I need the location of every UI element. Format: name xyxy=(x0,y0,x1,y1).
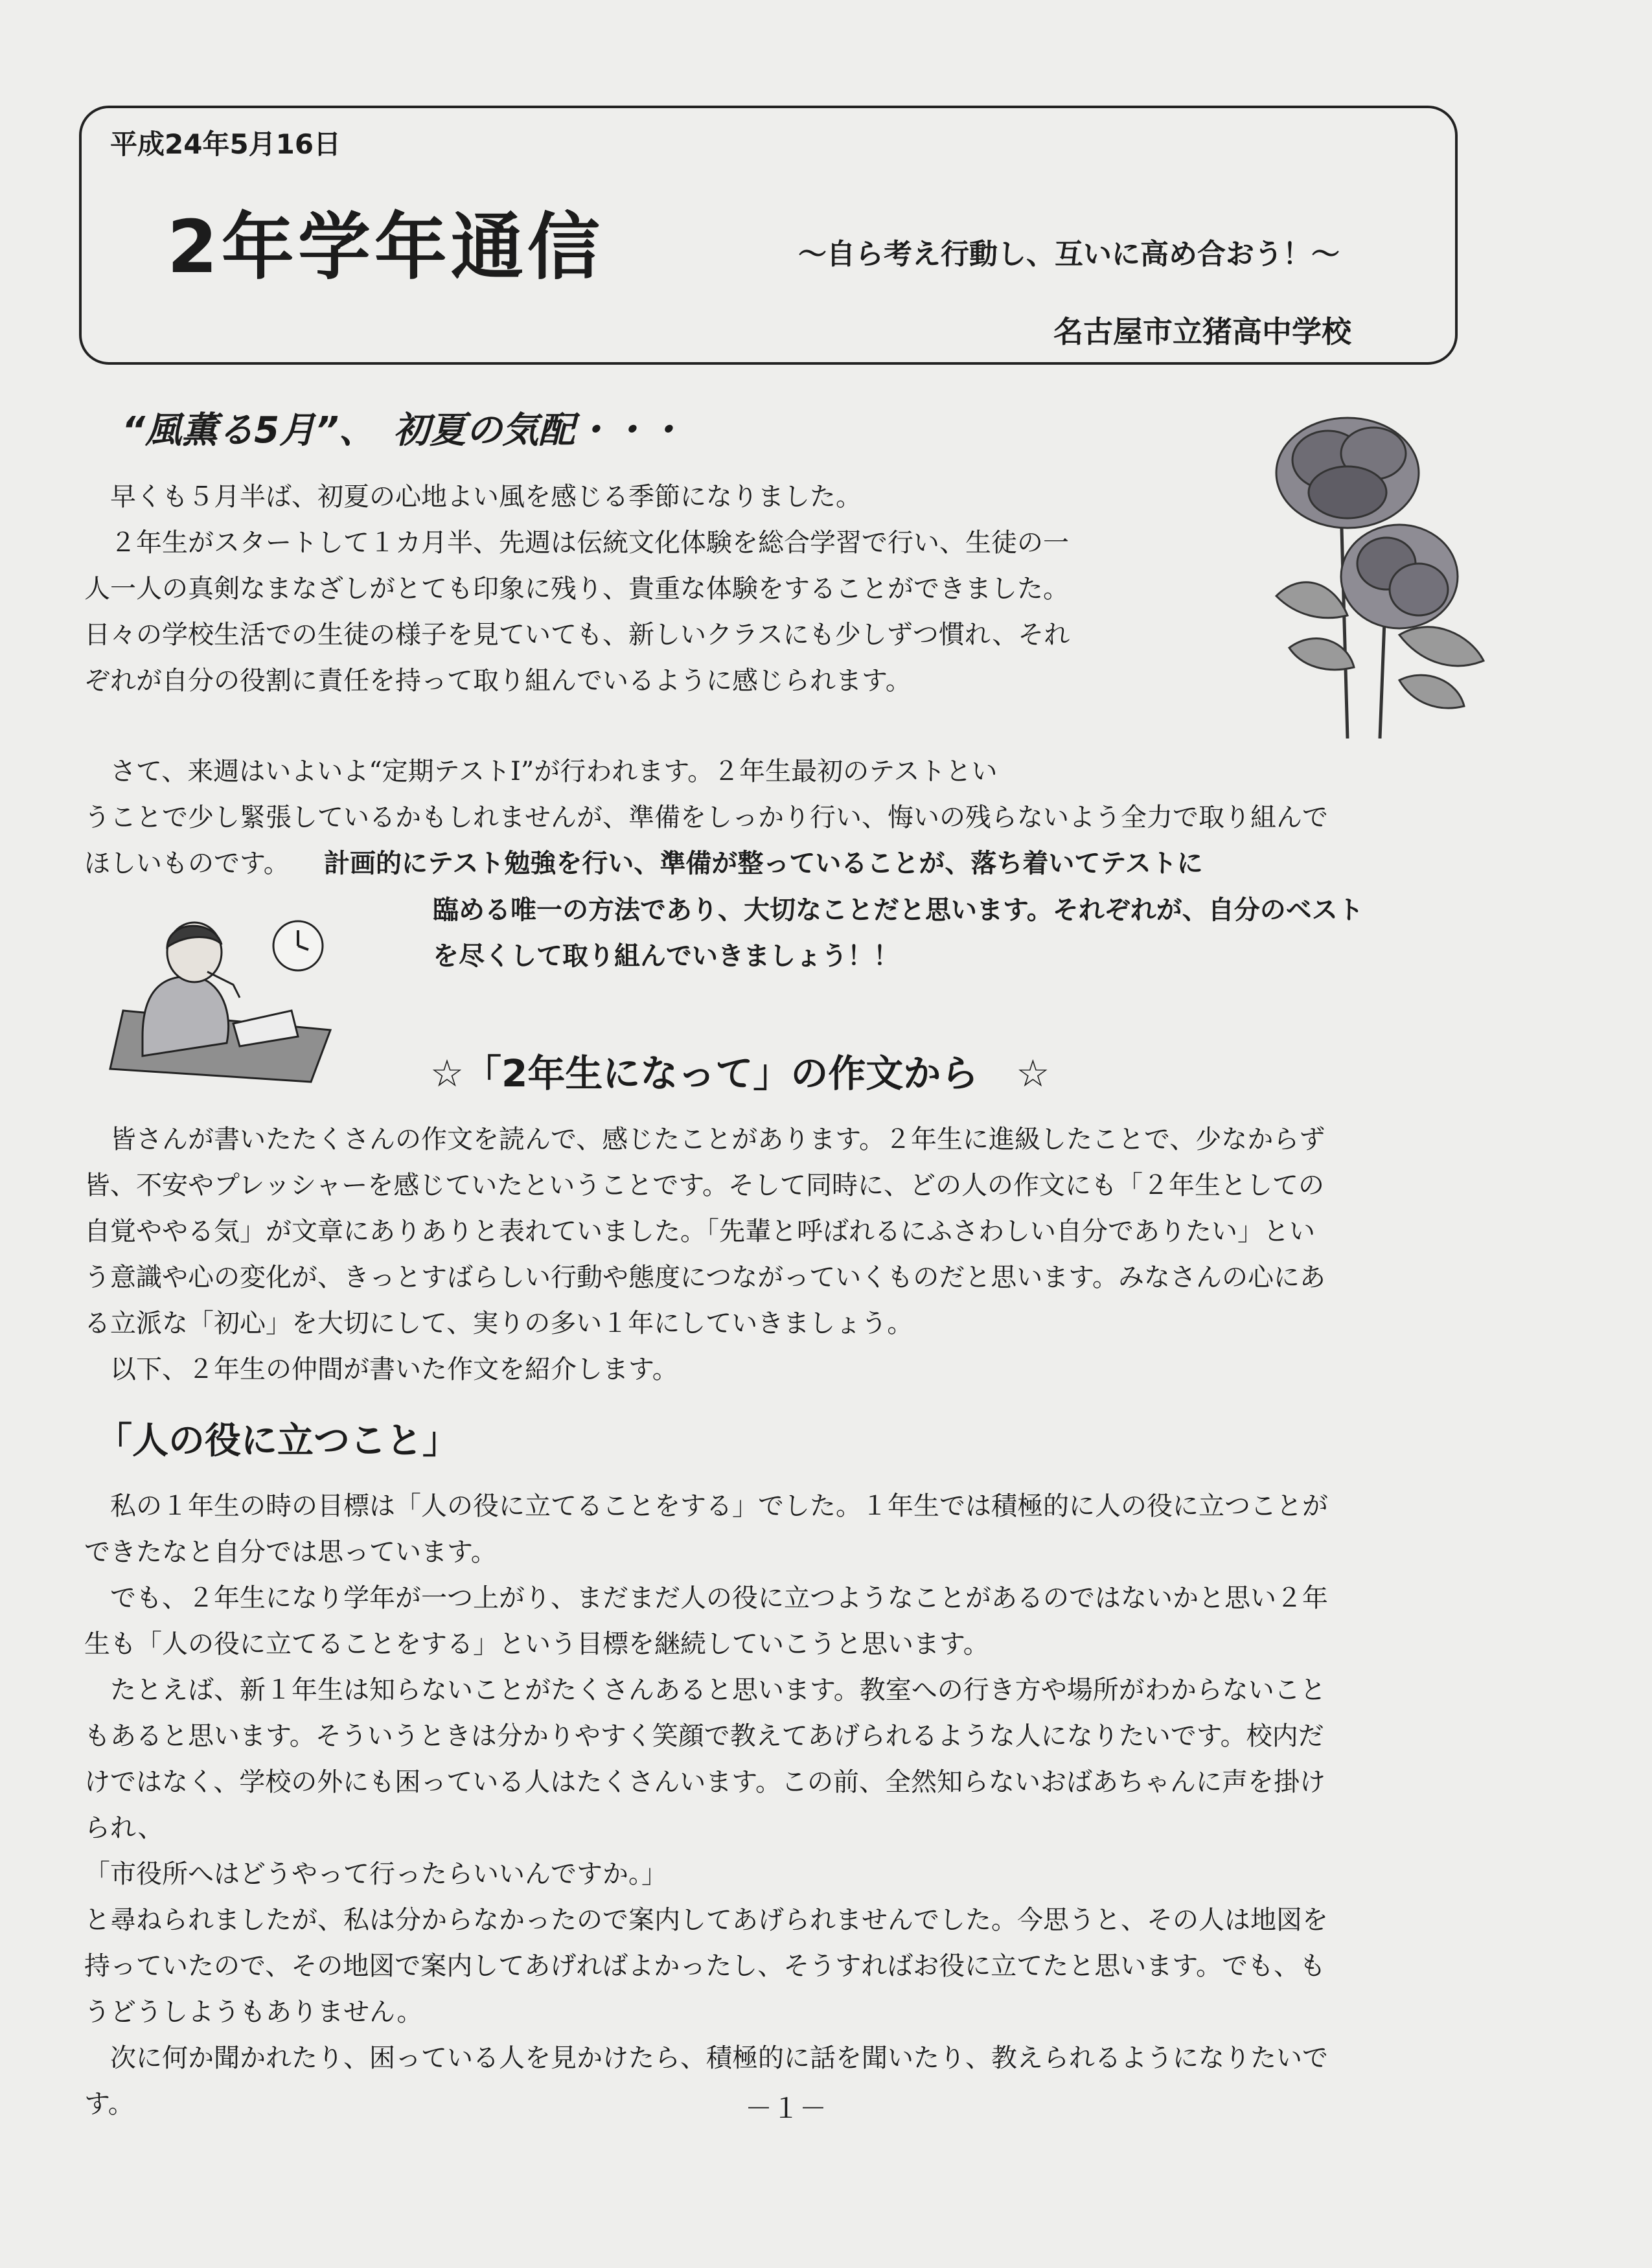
text-line: うどうしようもありません。 xyxy=(84,1997,423,2027)
school-name: 名古屋市立猪高中学校 xyxy=(1053,314,1351,349)
text-line: る立派な「初心」を大切にして、実りの多い１年にしていきましょう。 xyxy=(84,1309,913,1338)
text-line: でも、２年生になり学年が一つ上がり、まだまだ人の役に立つようなことがあるのではないかと思い２年 xyxy=(84,1583,1328,1613)
text-line: うことで少し緊張しているかもしれませんが、準備をしっかり行い、悔いの残らないよう全力で取り組んで xyxy=(84,803,1328,832)
newsletter-title: 2年学年通信 xyxy=(167,205,604,290)
text-line: 人一人の真剣なまなざしがとても印象に残り、貴重な体験をすることができました。 xyxy=(84,574,1069,604)
text-line: できたなと自分では思っています。 xyxy=(84,1537,497,1567)
emphasis-lines xyxy=(433,888,1364,979)
text-line: ぞれが自分の役割に責任を持って取り組んでいるように感じられます。 xyxy=(84,666,912,696)
paragraph-essays-intro xyxy=(84,1117,1325,1393)
essay-body xyxy=(84,1483,1328,2127)
text-line: 日々の学校生活での生徒の様子を見ていても、新しいクラスにも少しずつ慣れ、それ xyxy=(84,620,1070,650)
text-line: 持っていたので、その地図で案内してあげればよかったし、そうすればお役に立てたと思います。でも、も xyxy=(84,1951,1325,1981)
emphasis-text: 臨める唯一の方法であり、大切なことだと思います。それぞれが、自分のベスト xyxy=(433,895,1364,925)
text-line: もあると思います。そういうときは分かりやすく笑顔で教えてあげられるような人になりたいです。校内だ xyxy=(84,1721,1324,1751)
text-line: 生も「人の役に立てることをする」という目標を継続していこうと思います。 xyxy=(84,1629,989,1659)
text-line: 皆さんが書いたたくさんの作文を読んで、感じたことがあります。２年生に進級したことで、少なからず xyxy=(84,1125,1325,1154)
paragraph-early-summer xyxy=(84,474,1070,704)
text-line: 自覚ややる気」が文章にありありと表れていました。「先輩と呼ばれるにふさわしい自分でありたい」とい xyxy=(84,1217,1315,1246)
text-line: たとえば、新１年生は知らないことがたくさんあると思います。教室への行き方や場所がわからないこと xyxy=(84,1675,1326,1705)
text-line: 「市役所へはどうやって行ったらいいんですか。」 xyxy=(84,1859,667,1889)
essay-title: 「人の役に立つこと」 xyxy=(96,1420,459,1462)
text-line: さて、来週はいよいよ“定期テストⅠ”が行われます。２年生最初のテストとい xyxy=(84,757,998,786)
text-line: 以下、２年生の仲間が書いた作文を紹介します。 xyxy=(84,1355,678,1384)
text-line: 皆、不安やプレッシャーを感じていたということです。そして同時に、どの人の作文にも「２年生としての xyxy=(84,1171,1324,1200)
grade-slogan: ～自ら考え行動し、互いに高め合おう！～ xyxy=(798,238,1340,271)
text-line: 早くも５月半ば、初夏の心地よい風を感じる季節になりました。 xyxy=(84,482,862,512)
text-line: ２年生がスタートして１カ月半、先週は伝統文化体験を総合学習で行い、生徒の一 xyxy=(84,528,1069,558)
page-number: －１－ xyxy=(745,2092,827,2124)
text-line: と尋ねられましたが、私は分からなかったので案内してあげられませんでした。今思うと、その人は地図を xyxy=(84,1905,1328,1935)
text-line: 次に何か聞かれたり、困っている人を見かけたら、積極的に話を聞いたり、教えられるようになりたいで xyxy=(84,2043,1328,2073)
text-line: す。 xyxy=(84,2089,134,2119)
text-line: 私の１年生の時の目標は「人の役に立てることをする」でした。１年生では積極的に人の役に立つことが xyxy=(84,1491,1328,1521)
text-line: う意識や心の変化が、きっとすばらしい行動や態度につながっていくものだと思います。みなさんの心にあ xyxy=(84,1263,1325,1292)
emphasis-line-1 xyxy=(324,841,1203,887)
issue-date: 平成24年5月16日 xyxy=(110,128,341,160)
emphasis-text: 計画的にテスト勉強を行い、準備が整っていることが、落ち着いてテストに xyxy=(324,849,1203,878)
student-studying-illustration xyxy=(104,907,350,1095)
peony-flower-illustration xyxy=(1250,402,1497,739)
text-line: ほしいものです。 xyxy=(84,849,290,878)
text-line: けではなく、学校の外にも困っている人はたくさんいます。この前、全然知らないおばあちゃんに声を掛け xyxy=(84,1767,1325,1797)
section-heading-may: “風薫る5月”、 初夏の気配・・・ xyxy=(122,409,684,452)
emphasis-text: を尽くして取り組んでいきましょう！！ xyxy=(433,941,899,971)
section-heading-essays: ☆「2年生になって」の作文から ☆ xyxy=(430,1051,1050,1095)
text-line: られ、 xyxy=(84,1813,164,1843)
